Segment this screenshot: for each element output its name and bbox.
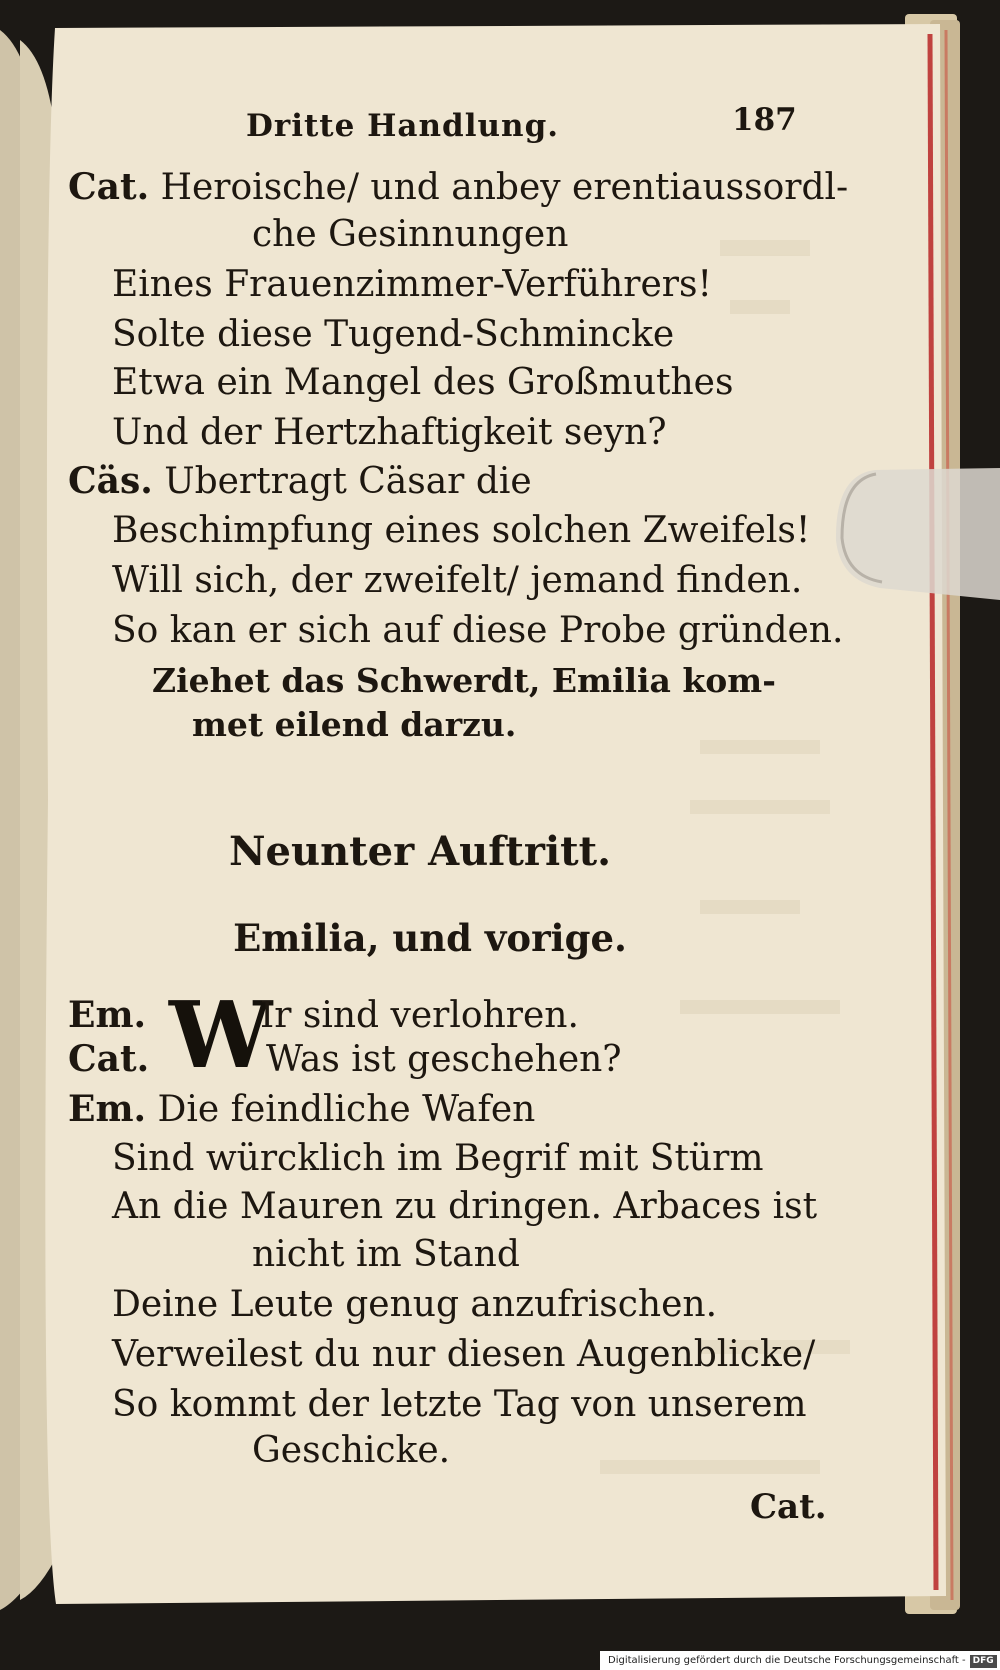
dialogue-line (252, 1428, 450, 1474)
dialogue-line (112, 1382, 807, 1428)
speaker: Cat. (68, 1038, 150, 1080)
verse-text: Etwa ein Mangel des Großmuthes (112, 362, 734, 403)
verse-text: Will sich, der zweifelt/ jemand finden. (112, 560, 803, 601)
dialogue-text: Sind würcklich im Begrif mit Stürm (112, 1138, 764, 1179)
catchword: Cat. (750, 1487, 827, 1527)
dialogue-line (112, 1282, 717, 1328)
verse-line (112, 608, 843, 654)
dialogue-line (112, 1136, 763, 1182)
dialogue-text: Verweilest du nur diesen Augenblicke/ (112, 1334, 816, 1375)
verse-text: So kan er sich auf diese Probe gründen. (112, 610, 844, 651)
verse-line (112, 360, 733, 406)
dfg-logo: DFG (970, 1655, 997, 1668)
dialogue-text: An die Mauren zu dringen. Arbaces ist (112, 1186, 818, 1227)
dialogue-text: nicht im Stand (252, 1234, 520, 1275)
stage-direction (152, 658, 776, 704)
dialogue-text: Was ist geschehen? (266, 1039, 622, 1080)
verse-line (68, 164, 848, 210)
running-header (60, 102, 820, 154)
dialogue-line (112, 1184, 817, 1230)
dialogue-line (68, 1036, 622, 1082)
verse-line (112, 508, 810, 554)
verse-line (112, 558, 802, 604)
decorated-initial: W (169, 981, 273, 1089)
speaker: Cat. (68, 166, 150, 208)
verse-text: Solte diese Tugend-Schmincke (112, 314, 675, 355)
dialogue-text: Ir sind verlohren. (260, 995, 579, 1036)
verse-line (112, 262, 712, 308)
verse-text: Und der Hertzhaftigkeit seyn? (112, 412, 667, 453)
scene-heading: Neunter Auftritt. (228, 828, 612, 875)
direction-text: met eilend darzu. (192, 705, 517, 744)
running-title: Dritte Handlung. (246, 108, 560, 144)
verse-text: che Gesinnungen (252, 214, 569, 255)
dialogue-line (252, 1232, 520, 1278)
dialogue-text: Die feindliche Wafen (157, 1089, 536, 1130)
stage-direction (192, 702, 516, 748)
page-text (60, 92, 849, 1562)
verse-line (112, 410, 667, 456)
credit-text: Digitalisierung gefördert durch die Deutsche Forschungsgemeinschaft - (608, 1655, 966, 1666)
scene-cast: Emilia, und vorige. (233, 916, 627, 960)
dialogue-line (68, 992, 579, 1038)
dialogue-text: Geschicke. (252, 1430, 451, 1471)
verse-text: Heroische/ und anbey erentiaussordl- (160, 167, 849, 208)
dialogue-text: So kommt der letzte Tag von unserem (112, 1384, 807, 1425)
speaker: Cäs. (68, 460, 153, 502)
speaker: Em. (68, 1088, 147, 1130)
verse-line (68, 458, 532, 504)
verse-line (112, 312, 674, 358)
dialogue-text: Deine Leute genug anzufrischen. (112, 1284, 718, 1325)
verse-text: Beschimpfung eines solchen Zweifels! (112, 510, 811, 551)
verse-line (252, 212, 568, 258)
verse-text: Eines Frauenzimmer-Verführers! (112, 264, 712, 305)
direction-text: Ziehet das Schwerdt, Emilia kom- (152, 661, 776, 700)
dialogue-line (68, 1086, 535, 1132)
page-number: 187 (732, 102, 797, 138)
verse-text: Ubertragt Cäsar die (164, 461, 532, 502)
dialogue-line (112, 1332, 815, 1378)
speaker: Em. (68, 994, 147, 1036)
digitization-credit (600, 1651, 1000, 1670)
